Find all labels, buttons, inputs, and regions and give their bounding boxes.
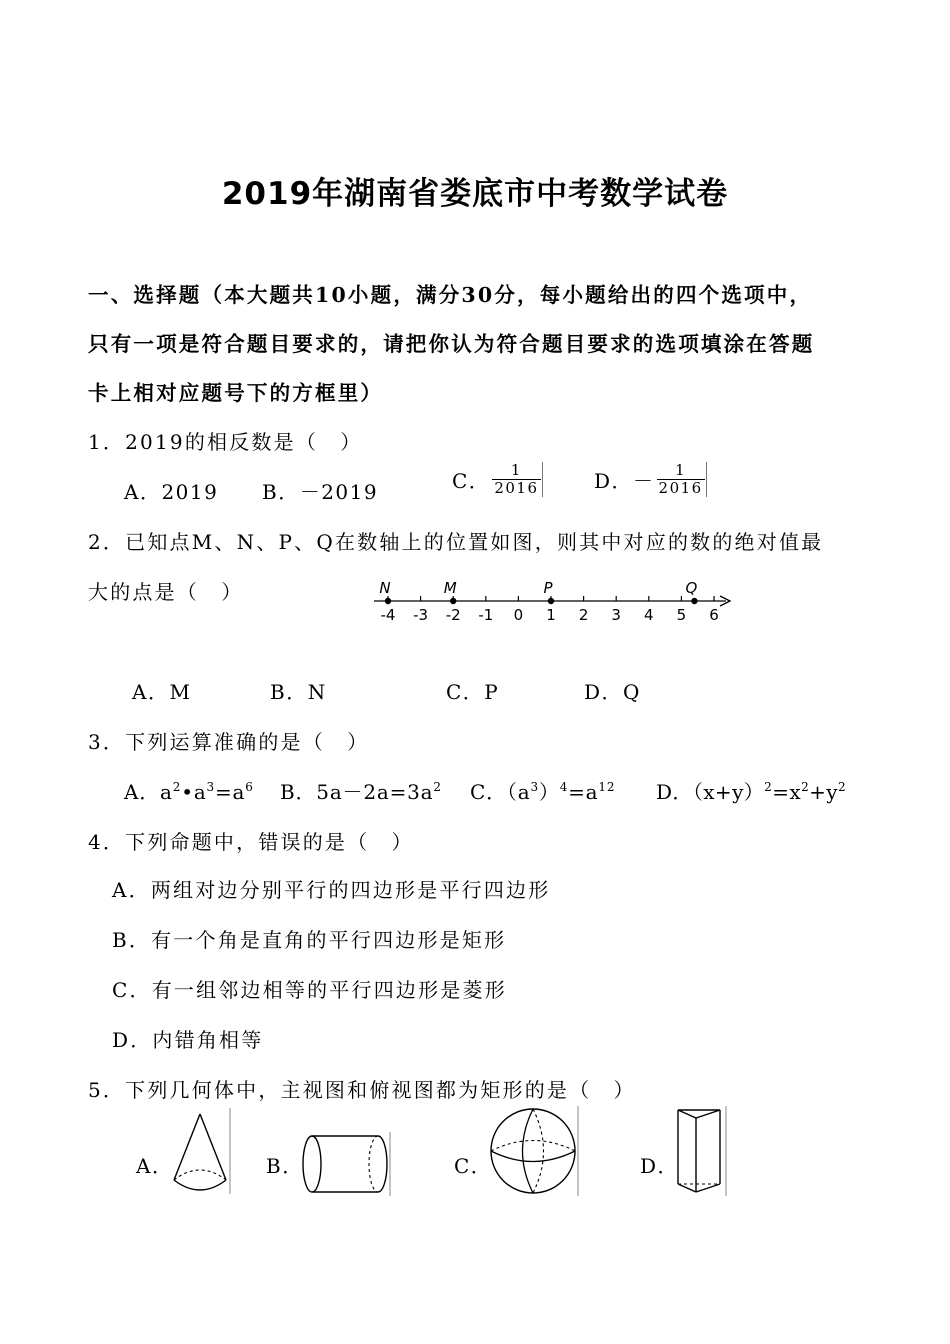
- number-line-tick-label: 6: [709, 606, 719, 624]
- fraction-denominator: 2016: [658, 479, 703, 497]
- q1-option-d-fraction: [657, 462, 705, 497]
- q1-option-c: [452, 462, 543, 497]
- q3-option-d: D．$(x+y)^2=x^2+y^2$: [656, 780, 847, 804]
- q1-option-c-prefix: C．: [452, 469, 491, 493]
- number-line-figure: [370, 572, 738, 628]
- q4-option-d: D．内错角相等: [112, 1028, 264, 1052]
- number-line-point: [691, 598, 697, 604]
- question-3-stem: 3．下列运算准确的是（ ）: [88, 730, 370, 754]
- q5-option-c: C．: [454, 1154, 493, 1178]
- q1-option-a: A．2019: [124, 480, 219, 504]
- number-line-tick-label: 1: [546, 606, 556, 624]
- question-5-stem: 5．下列几何体中，主视图和俯视图都为矩形的是（ ）: [88, 1078, 636, 1102]
- number-line-point: [548, 598, 554, 604]
- q1-option-d-prefix: D．－: [594, 469, 655, 493]
- q5-option-d: D．: [640, 1154, 680, 1178]
- number-line-tick-label: -1: [478, 606, 494, 624]
- q4-option-a: A．两组对边分别平行的四边形是平行四边形: [112, 878, 551, 902]
- number-line-tick-label: -2: [445, 606, 461, 624]
- question-2-stem-line-1: 2．已知点M、N、P、Q在数轴上的位置如图，则其中对应的数的绝对值最: [88, 530, 824, 554]
- number-line-tick-label: 3: [611, 606, 621, 624]
- section-header-line-3: 卡上相对应题号下的方框里）: [88, 381, 384, 405]
- number-line-tick-label: 5: [676, 606, 687, 624]
- fraction-numerator: 1: [510, 461, 522, 479]
- number-line-tick-label: 2: [578, 606, 589, 624]
- q2-option-d: D．Q: [584, 680, 641, 704]
- number-line-tick-label: 4: [644, 606, 654, 624]
- number-line-tick-label: -4: [380, 606, 396, 624]
- number-line-point-label: P: [543, 579, 553, 597]
- cylinder-icon: [300, 1132, 392, 1196]
- fraction-numerator: 1: [675, 461, 687, 479]
- question-4-stem: 4．下列命题中，错误的是（ ）: [88, 830, 414, 854]
- sphere-icon: [488, 1106, 580, 1196]
- q3-option-c: C．$(a^3)^4=a^{12}$: [470, 780, 616, 804]
- number-line-point: [450, 598, 456, 604]
- number-line-point: [385, 598, 391, 604]
- q3-option-a: A．$a^2•a^3=a^6$: [124, 780, 254, 804]
- page-title: 2019年湖南省娄底市中考数学试卷: [221, 176, 729, 212]
- number-line-tick-label: 0: [513, 606, 524, 624]
- number-line-point-label: N: [379, 579, 391, 597]
- q2-option-c: C．P: [446, 680, 500, 704]
- question-2-stem-line-2: 大的点是（ ）: [88, 580, 244, 604]
- q1-option-b: B．－2019: [262, 480, 379, 504]
- section-header-line-2: 只有一项是符合题目要求的，请把你认为符合题目要求的选项填涂在答题: [88, 332, 815, 356]
- cone-icon: [170, 1108, 232, 1194]
- question-1-stem: 1．2019的相反数是（ ）: [88, 430, 363, 454]
- q1-option-d: [594, 462, 707, 497]
- number-line-tick-label: -3: [413, 606, 429, 624]
- q3-option-b: B．$5a-2a=3a^2$: [280, 780, 442, 804]
- q4-option-b: B．有一个角是直角的平行四边形是矩形: [112, 928, 507, 952]
- q5-option-a: A．: [136, 1154, 174, 1178]
- q4-option-c: C．有一组邻边相等的平行四边形是菱形: [112, 978, 507, 1002]
- q1-option-c-fraction: [492, 462, 540, 497]
- q2-option-a: A．M: [132, 680, 192, 704]
- triangular-prism-icon: [674, 1106, 728, 1196]
- fraction-denominator: 2016: [494, 479, 539, 497]
- number-line-point-label: M: [443, 579, 457, 597]
- q5-option-b: B．: [266, 1154, 304, 1178]
- number-line-point-label: Q: [685, 579, 698, 597]
- section-header-line-1: 一、选择题（本大题共10小题，满分30分，每小题给出的四个选项中，: [88, 283, 813, 307]
- q2-option-b: B．N: [270, 680, 327, 704]
